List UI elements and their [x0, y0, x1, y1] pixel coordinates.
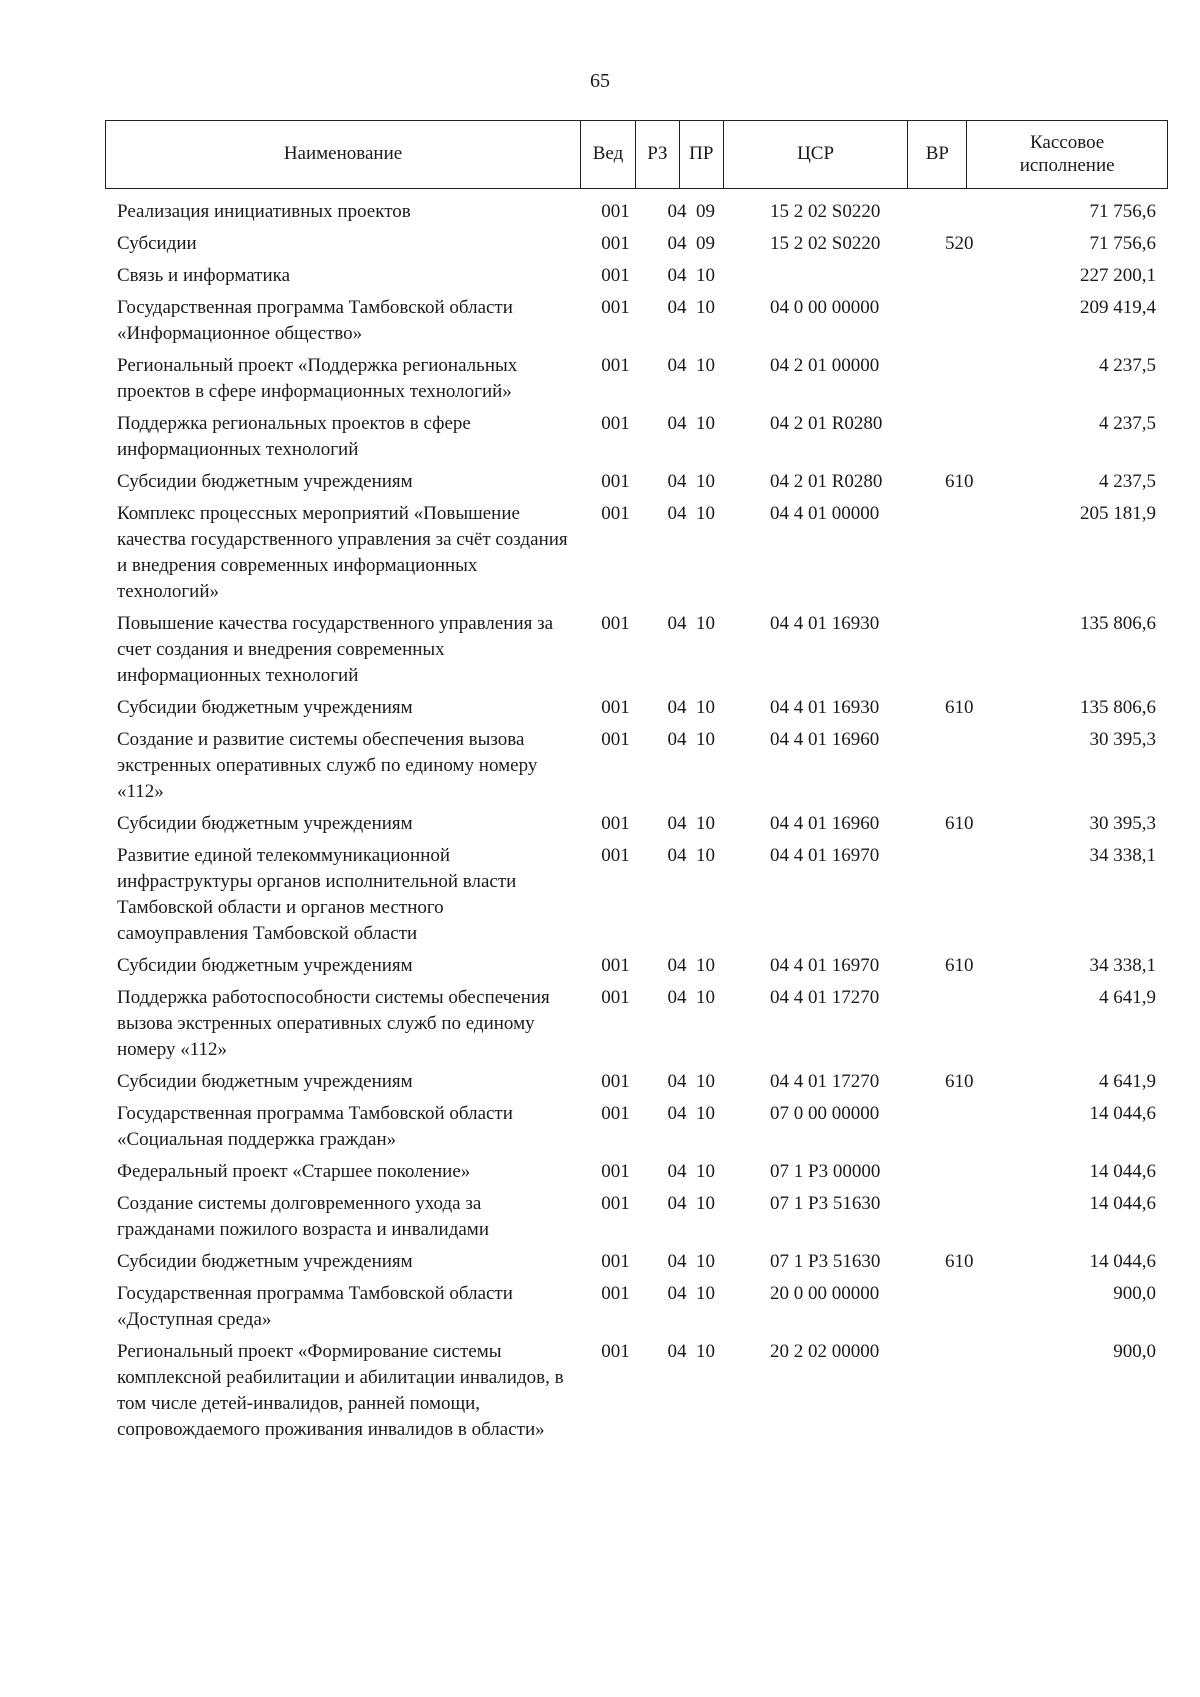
table-row: [105, 1159, 1168, 1185]
cell-rz: 04: [667, 1251, 687, 1272]
header-rz: РЗ: [636, 121, 680, 188]
cell-csr: 04 4 01 16970: [770, 845, 880, 866]
cell-pr: 10: [696, 265, 715, 286]
table-row: [105, 985, 1168, 1063]
table-row: [105, 231, 1168, 257]
cell-sum: 209 419,4: [1080, 297, 1156, 318]
cell-name: Комплекс процессных мероприятий «Повышение качества государственного управления за счёт создания и внедрения современных информационных технологий»: [117, 503, 568, 602]
header-name: Наименование: [106, 121, 581, 188]
cell-pr: 09: [696, 233, 715, 254]
cell-csr: 20 0 00 00000: [770, 1283, 880, 1304]
table-row: [105, 1339, 1168, 1443]
cell-pr: 10: [696, 613, 715, 634]
cell-pr: 10: [696, 503, 715, 524]
cell-ved: 001: [601, 1283, 630, 1304]
cell-sum: 135 806,6: [1080, 697, 1156, 718]
cell-name: Субсидии бюджетным учреждениям: [117, 471, 413, 492]
cell-pr: 10: [696, 845, 715, 866]
cell-csr: 04 2 01 00000: [770, 355, 880, 376]
cell-csr: 04 4 01 00000: [770, 503, 880, 524]
cell-sum: 4 237,5: [1099, 471, 1156, 492]
cell-pr: 10: [696, 955, 715, 976]
cell-rz: 04: [667, 201, 687, 222]
cell-rz: 04: [667, 503, 687, 524]
table-row: [105, 469, 1168, 495]
cell-csr: 07 1 P3 51630: [770, 1251, 881, 1272]
cell-csr: 04 4 01 16930: [770, 613, 880, 634]
cell-sum: 227 200,1: [1080, 265, 1156, 286]
cell-name: Субсидии бюджетным учреждениям: [117, 813, 413, 834]
cell-sum: 900,0: [1113, 1283, 1156, 1304]
table-row: [105, 611, 1168, 689]
cell-pr: 09: [696, 201, 715, 222]
cell-rz: 04: [667, 955, 687, 976]
cell-name: Создание системы долговременного ухода за гражданами пожилого возраста и инвалидами: [117, 1193, 489, 1240]
table-row: [105, 1281, 1168, 1333]
cell-csr: 15 2 02 S0220: [770, 201, 881, 222]
cell-vr: 520: [945, 233, 974, 254]
cell-rz: 04: [667, 987, 687, 1008]
cell-ved: 001: [601, 1071, 630, 1092]
cell-pr: 10: [696, 1161, 715, 1182]
cell-rz: 04: [667, 613, 687, 634]
cell-name: Поддержка региональных проектов в сфере информационных технологий: [117, 413, 471, 460]
cell-csr: 04 2 01 R0280: [770, 413, 883, 434]
cell-vr: [919, 411, 978, 463]
cell-pr: 10: [696, 1193, 715, 1214]
cell-name: Реализация инициативных проектов: [117, 201, 411, 222]
cell-ved: 001: [601, 297, 630, 318]
cell-ved: 001: [601, 471, 630, 492]
cell-sum: 4 237,5: [1099, 413, 1156, 434]
cell-pr: 10: [696, 297, 715, 318]
table-body: [105, 199, 1168, 1449]
cell-ved: 001: [601, 1193, 630, 1214]
table-row: [105, 353, 1168, 405]
cell-vr: [919, 1191, 978, 1243]
table-row: [105, 811, 1168, 837]
cell-name: Субсидии бюджетным учреждениям: [117, 955, 413, 976]
cell-rz: 04: [667, 813, 687, 834]
cell-name: Региональный проект «Поддержка региональных проектов в сфере информационных технологий»: [117, 355, 518, 402]
cell-vr: [919, 1281, 978, 1333]
cell-sum: 34 338,1: [1089, 845, 1156, 866]
cell-csr: 04 2 01 R0280: [770, 471, 883, 492]
cell-ved: 001: [601, 1341, 630, 1362]
cell-rz: 04: [667, 355, 687, 376]
cell-rz: 04: [667, 1161, 687, 1182]
table-row: [105, 1249, 1168, 1275]
cell-csr: 04 4 01 16960: [770, 729, 880, 750]
cell-rz: 04: [667, 1341, 687, 1362]
cell-rz: 04: [667, 845, 687, 866]
cell-name: Создание и развитие системы обеспечения вызова экстренных оперативных служб по единому номеру «112»: [117, 729, 538, 802]
cell-pr: 10: [696, 413, 715, 434]
table-row: [105, 953, 1168, 979]
cell-vr: 610: [945, 1251, 974, 1272]
cell-rz: 04: [667, 1071, 687, 1092]
cell-name: Субсидии бюджетным учреждениям: [117, 1071, 413, 1092]
cell-vr: 610: [945, 471, 974, 492]
cell-ved: 001: [601, 233, 630, 254]
cell-pr: 10: [696, 729, 715, 750]
cell-ved: 001: [601, 1251, 630, 1272]
cell-sum: 30 395,3: [1089, 813, 1156, 834]
cell-csr: 20 2 02 00000: [770, 1341, 880, 1362]
cell-rz: 04: [667, 697, 687, 718]
cell-vr: 610: [945, 697, 974, 718]
cell-pr: 10: [696, 1071, 715, 1092]
cell-ved: 001: [601, 503, 630, 524]
table-row: [105, 727, 1168, 805]
cell-csr: [734, 263, 919, 289]
cell-rz: 04: [667, 1103, 687, 1124]
header-csr: ЦСР: [724, 121, 909, 188]
cell-ved: 001: [601, 413, 630, 434]
cell-ved: 001: [601, 201, 630, 222]
cell-pr: 10: [696, 1341, 715, 1362]
cell-name: Повышение качества государственного управления за счет создания и внедрения современных информационных технологий: [117, 613, 554, 686]
cell-sum: 30 395,3: [1089, 729, 1156, 750]
cell-sum: 4 641,9: [1099, 1071, 1156, 1092]
cell-csr: 07 0 00 00000: [770, 1103, 880, 1124]
cell-vr: [919, 353, 978, 405]
table-row: [105, 1191, 1168, 1243]
table-row: [105, 843, 1168, 947]
cell-rz: 04: [667, 233, 687, 254]
cell-name: Развитие единой телекоммуникационной инфраструктуры органов исполнительной власти Тамбовской области и органов местного самоуправления Тамбовской области: [117, 845, 517, 944]
cell-name: Региональный проект «Формирование системы комплексной реабилитации и абилитации инвалидов, в том числе детей-инвалидов, ранней помощи, сопровождаемого проживания инвалидов в области»: [117, 1341, 564, 1440]
cell-rz: 04: [667, 297, 687, 318]
cell-vr: [919, 295, 978, 347]
cell-name: Поддержка работоспособности системы обеспечения вызова экстренных оперативных служб по единому номеру «112»: [117, 987, 550, 1060]
cell-name: Субсидии бюджетным учреждениям: [117, 697, 413, 718]
cell-pr: 10: [696, 987, 715, 1008]
cell-csr: 07 1 P3 00000: [770, 1161, 881, 1182]
cell-sum: 71 756,6: [1089, 201, 1156, 222]
cell-name: Государственная программа Тамбовской области «Доступная среда»: [117, 1283, 513, 1330]
cell-vr: 610: [945, 1071, 974, 1092]
cell-csr: 04 4 01 16930: [770, 697, 880, 718]
cell-vr: [919, 1159, 978, 1185]
cell-vr: [919, 199, 978, 225]
table-row: [105, 501, 1168, 605]
cell-sum: 900,0: [1113, 1341, 1156, 1362]
header-vr: ВР: [908, 121, 967, 188]
cell-rz: 04: [667, 471, 687, 492]
cell-vr: [919, 263, 978, 289]
cell-vr: [919, 1339, 978, 1443]
cell-vr: [919, 843, 978, 947]
cell-rz: 04: [667, 1283, 687, 1304]
cell-sum: 135 806,6: [1080, 613, 1156, 634]
cell-ved: 001: [601, 813, 630, 834]
cell-csr: 04 4 01 16960: [770, 813, 880, 834]
cell-ved: 001: [601, 613, 630, 634]
cell-ved: 001: [601, 1161, 630, 1182]
cell-vr: 610: [945, 813, 974, 834]
table-row: [105, 199, 1168, 225]
header-sum: Кассовое исполнение: [1019, 131, 1115, 176]
cell-sum: 34 338,1: [1089, 955, 1156, 976]
table-row: [105, 411, 1168, 463]
cell-name: Государственная программа Тамбовской области «Социальная поддержка граждан»: [117, 1103, 513, 1150]
cell-sum: 14 044,6: [1089, 1161, 1156, 1182]
cell-rz: 04: [667, 729, 687, 750]
cell-csr: 15 2 02 S0220: [770, 233, 881, 254]
cell-ved: 001: [601, 1103, 630, 1124]
page-number: 65: [590, 70, 610, 92]
cell-ved: 001: [601, 729, 630, 750]
cell-pr: 10: [696, 355, 715, 376]
cell-vr: [919, 727, 978, 805]
cell-ved: 001: [601, 355, 630, 376]
table-row: [105, 295, 1168, 347]
table-header: [105, 120, 1168, 189]
cell-pr: 10: [696, 471, 715, 492]
cell-ved: 001: [601, 987, 630, 1008]
cell-sum: 205 181,9: [1080, 503, 1156, 524]
cell-sum: 14 044,6: [1089, 1251, 1156, 1272]
cell-pr: 10: [696, 697, 715, 718]
cell-pr: 10: [696, 1283, 715, 1304]
cell-rz: 04: [667, 265, 687, 286]
cell-ved: 001: [601, 265, 630, 286]
cell-vr: [919, 501, 978, 605]
cell-sum: 4 237,5: [1099, 355, 1156, 376]
cell-csr: 04 4 01 17270: [770, 1071, 880, 1092]
header-ved: Вед: [581, 121, 636, 188]
cell-pr: 10: [696, 813, 715, 834]
cell-csr: 04 4 01 17270: [770, 987, 880, 1008]
cell-vr: 610: [945, 955, 974, 976]
cell-ved: 001: [601, 697, 630, 718]
cell-name: Субсидии бюджетным учреждениям: [117, 1251, 413, 1272]
cell-sum: 14 044,6: [1089, 1103, 1156, 1124]
table-row: [105, 1101, 1168, 1153]
cell-pr: 10: [696, 1103, 715, 1124]
cell-pr: 10: [696, 1251, 715, 1272]
cell-rz: 04: [667, 1193, 687, 1214]
cell-name: Субсидии: [117, 233, 197, 254]
cell-ved: 001: [601, 845, 630, 866]
cell-vr: [919, 1101, 978, 1153]
cell-name: Государственная программа Тамбовской области «Информационное общество»: [117, 297, 513, 344]
cell-sum: 71 756,6: [1089, 233, 1156, 254]
cell-ved: 001: [601, 955, 630, 976]
header-pr: ПР: [680, 121, 724, 188]
cell-csr: 07 1 P3 51630: [770, 1193, 881, 1214]
cell-rz: 04: [667, 413, 687, 434]
cell-name: Федеральный проект «Старшее поколение»: [117, 1161, 471, 1182]
cell-vr: [919, 985, 978, 1063]
cell-vr: [919, 611, 978, 689]
table-row: [105, 263, 1168, 289]
cell-name: Связь и информатика: [117, 265, 291, 286]
table-row: [105, 695, 1168, 721]
cell-csr: 04 4 01 16970: [770, 955, 880, 976]
cell-csr: 04 0 00 00000: [770, 297, 880, 318]
table-row: [105, 1069, 1168, 1095]
cell-sum: 4 641,9: [1099, 987, 1156, 1008]
cell-sum: 14 044,6: [1089, 1193, 1156, 1214]
